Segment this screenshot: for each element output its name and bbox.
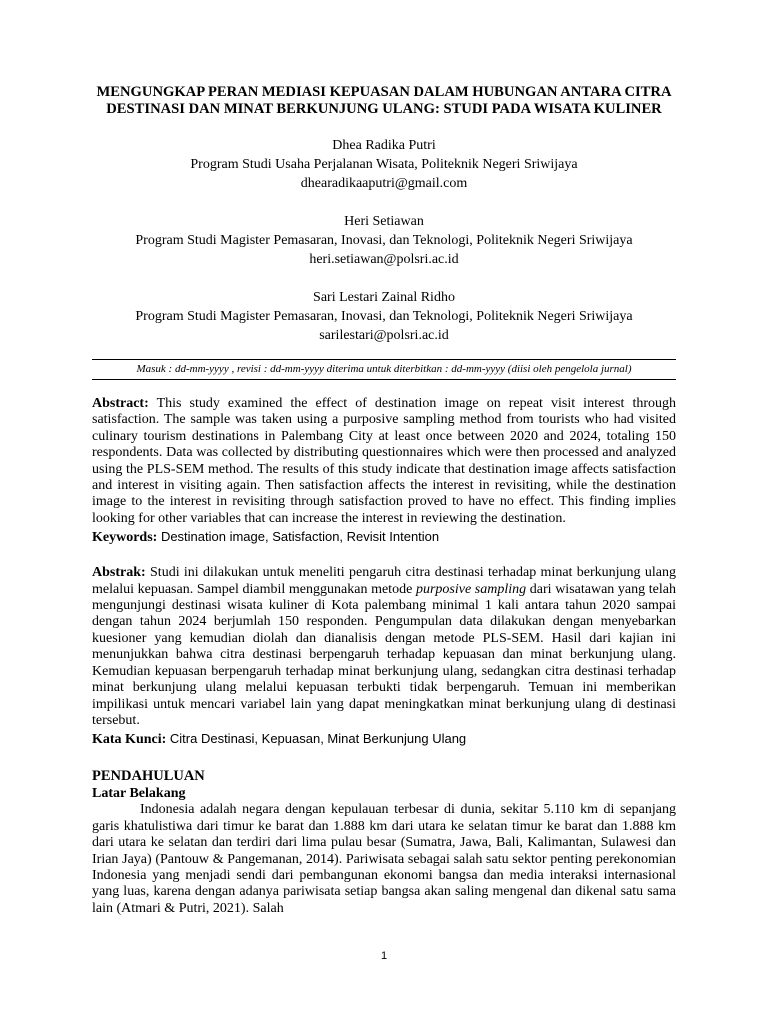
kata-kunci-line	[92, 730, 676, 748]
author-email: sarilestari@polsri.ac.id	[319, 328, 449, 343]
abstract-label: Abstract:	[92, 396, 149, 411]
abstrak-label: Abstrak:	[92, 565, 146, 581]
author-name: Heri Setiawan	[344, 214, 424, 229]
kata-kunci-label: Kata Kunci:	[92, 732, 167, 748]
abstract-text: This study examined the effect of destination image on repeat visit interest through satisfaction. The sample was taken using a purposive sampling method from tourists who had visited culinary tourism destinations in Palembang City at least once between 2020 and 2024, totaling 150 respondents. Data was collected by distributing questionnaires which were then processed and analyzed using the PLS-SEM method. The results of this study indicate that destination image affects satisfaction and interest in visiting again. Then satisfaction affects the interest in revisiting, while the destination image to the interest in revisiting through satisfaction proved to have no effect. This finding implies looking for other variables that can increase the interest in reviewing the destination.	[92, 396, 676, 526]
abstrak-italic-term: purposive sampling	[415, 581, 527, 597]
abstract-paragraph	[92, 396, 676, 527]
author-email: heri.setiawan@polsri.ac.id	[309, 252, 459, 267]
author-affiliation: Program Studi Magister Pemasaran, Inovasi, dan Teknologi, Politeknik Negeri Sriwijaya	[135, 309, 633, 324]
keywords-label: Keywords:	[92, 530, 158, 546]
paper-title: MENGUNGKAP PERAN MEDIASI KEPUASAN DALAM HUBUNGAN ANTARA CITRA DESTINASI DAN MINAT BERKUNJUNG ULANG: STUDI PADA WISATA KULINER	[96, 84, 672, 117]
keywords-text: Destination image, Satisfaction, Revisit Intention	[157, 529, 440, 545]
paper-page	[92, 84, 676, 917]
subsection-heading: Latar Belakang	[92, 786, 186, 802]
author-block-2	[92, 212, 676, 269]
body-paragraph: Indonesia adalah negara dengan kepulauan terbesar di dunia, sekitar 5.110 km di sepanjang garis khatulistiwa dari timur ke barat dan 1.888 km dari utara ke selatan timur ke barat dan 1.888 km dari utara ke selatan dan terdiri dari lima pulau besar (Sumatra, Jawa, Bali, Kalimantan, Sulawesi dan Irian Jaya) (Pantouw & Pangemanan, 2014). Pariwisata sebagai salah satu sektor penting perekonomian Indonesia yang menjadi sendi dari pembangunan ekonomi bangsa dan media interaksi internasional yang luas, karena dengan adanya pariwisata setiap bangsa akan saling mengenal dan dikenal satu sama lain (Atmari & Putri, 2021). Salah	[92, 802, 676, 916]
author-affiliation: Program Studi Magister Pemasaran, Inovasi, dan Teknologi, Politeknik Negeri Sriwijaya	[135, 233, 633, 248]
section-heading: PENDAHULUAN	[92, 768, 205, 785]
author-name: Sari Lestari Zainal Ridho	[313, 290, 455, 305]
abstrak-paragraph	[92, 565, 676, 729]
author-affiliation: Program Studi Usaha Perjalanan Wisata, Politeknik Negeri Sriwijaya	[190, 157, 578, 172]
author-email: dhearadikaaputri@gmail.com	[300, 176, 468, 191]
keywords-line	[92, 528, 676, 546]
author-block-3	[92, 288, 676, 345]
author-block-1	[92, 136, 676, 193]
kata-kunci-text: Citra Destinasi, Kepuasan, Minat Berkunjung Ulang	[166, 731, 467, 747]
abstrak-text-1: Studi ini dilakukan untuk meneliti pengaruh citra destinasi terhadap minat berkunjung ulang melalui kepuasan. Sampel diambil menggunakan metode	[92, 565, 676, 597]
submission-dates-line: Masuk : dd-mm-yyyy , revisi : dd-mm-yyyy diterima untuk diterbitkan : dd-mm-yyyy (diisi oleh pengelola jurnal)	[92, 359, 676, 380]
abstrak-text-2: dari wisatawan yang telah mengunjungi destinasi wisata kuliner di Kota palembang minimal 1 kali antara tahun 2020 sampai dengan tahun 2024 berjumlah 150 responden. Pengumpulan data dilakukan dengan menyebarkan kuesioner yang kemudian diolah dan dianalisis dengan metode PLS-SEM. Hasil dari kajian ini menunjukkan bahwa citra destinasi berpengaruh terhadap kepuasan dan minat berkunjung ulang. Kemudian kepuasan berpengaruh terhadap minat berkunjung ulang, sedangkan citra destinasi terhadap minat berkunjung ulang melalui kepuasan terbukti tidak berpengaruh. Temuan ini memberikan impilikasi untuk mencari variabel lain yang dapat meningkatkan minat berkunjung ulang di destinasi tersebut.	[92, 581, 676, 728]
author-name: Dhea Radika Putri	[332, 138, 436, 153]
page-number: 1	[380, 950, 388, 962]
